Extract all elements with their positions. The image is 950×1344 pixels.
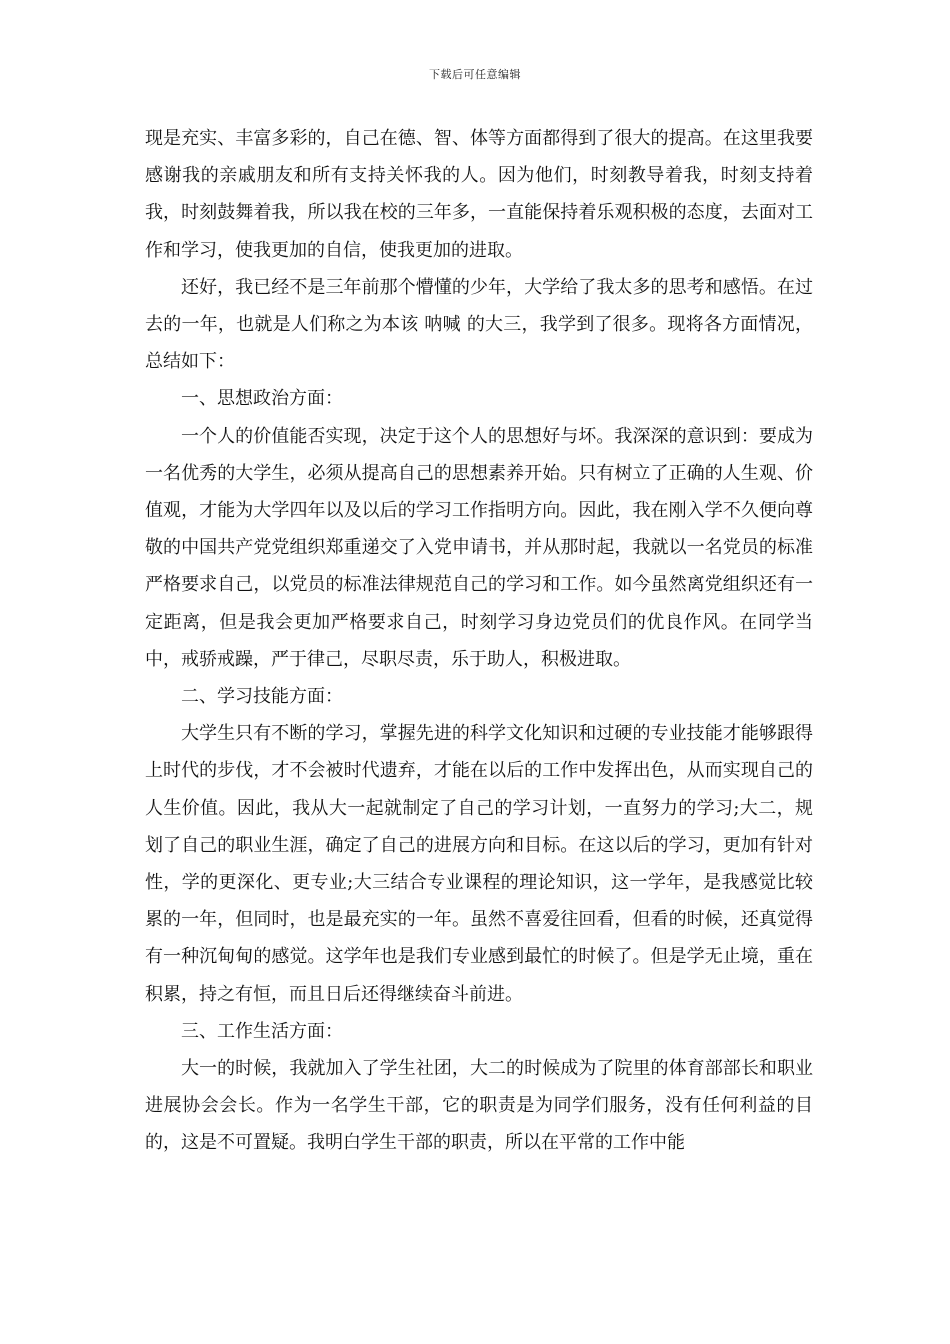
paragraph-study: 大学生只有不断的学习，掌握先进的科学文化知识和过硬的专业技能才能够跟得上时代的步伐，才不会被时代遗弃，才能在以后的工作中发挥出色，从而实现自己的人生价值。因此，我从大一起就制定了自己的学习计划，一直努力的学习;大二，规划了自己的职业生涯，确定了自己的进展方向和目标。在这以后的学习，更加有针对性，学的更深化、更专业;大三结合专业课程的理论知识，这一学年，是我感觉比较累的一年，但同时，也是最充实的一年。虽然不喜爱往回看，但看的时候，还真觉得有一种沉甸甸的感觉。这学年也是我们专业感到最忙的时候了。但是学无止境，重在积累，持之有恒，而且日后还得继续奋斗前进。 bbox=[145, 723, 813, 1005]
paragraph-ideology: 一个人的价值能否实现，决定于这个人的思想好与坏。我深深的意识到：要成为一名优秀的大学生，必须从提高自己的思想素养开始。只有树立了正确的人生观、价值观，才能为大学四年以及以后的学习工作指明方向。因此，我在刚入学不久便向尊敬的中国共产党党组织郑重递交了入党申请书，并从那时起，我就以一名党员的标准严格要求自己，以党员的标准法律规范自己的学习和工作。如今虽然离党组织还有一定距离，但是我会更加严格要求自己，时刻学习身边党员们的优良作风。在同学当中，戒骄戒躁，严于律己，尽职尽责，乐于助人，积极进取。 bbox=[145, 425, 813, 670]
page-header: 下载后可任意编辑 bbox=[429, 68, 521, 81]
section-heading-work-life: 三、工作生活方面： bbox=[181, 1020, 343, 1042]
paragraph-work-life: 大一的时候，我就加入了学生社团，大二的时候成为了院里的体育部部长和职业进展协会会长。作为一名学生干部，它的职责是为同学们服务，没有任何利益的目的，这是不可置疑。我明白学生干部的职责，所以在平常的工作中能 bbox=[145, 1058, 813, 1154]
paragraph-intro-continued: 现是充实、丰富多彩的，自己在德、智、体等方面都得到了很大的提高。在这里我要感谢我的亲戚朋友和所有支持关怀我的人。因为他们，时刻教导着我，时刻支持着我，时刻鼓舞着我，所以我在校的三年多，一直能保持着乐观积极的态度，去面对工作和学习，使我更加的自信，使我更加的进取。 bbox=[145, 128, 813, 261]
section-heading-ideology: 一、思想政治方面： bbox=[181, 388, 343, 410]
section-heading-study: 二、学习技能方面： bbox=[181, 686, 343, 708]
paragraph-summary-intro: 还好，我已经不是三年前那个懵懂的少年，大学给了我太多的思考和感悟。在过去的一年，也就是人们称之为本该 呐喊 的大三，我学到了很多。现将各方面情况，总结如下： bbox=[145, 276, 813, 373]
document-body bbox=[145, 120, 813, 1162]
